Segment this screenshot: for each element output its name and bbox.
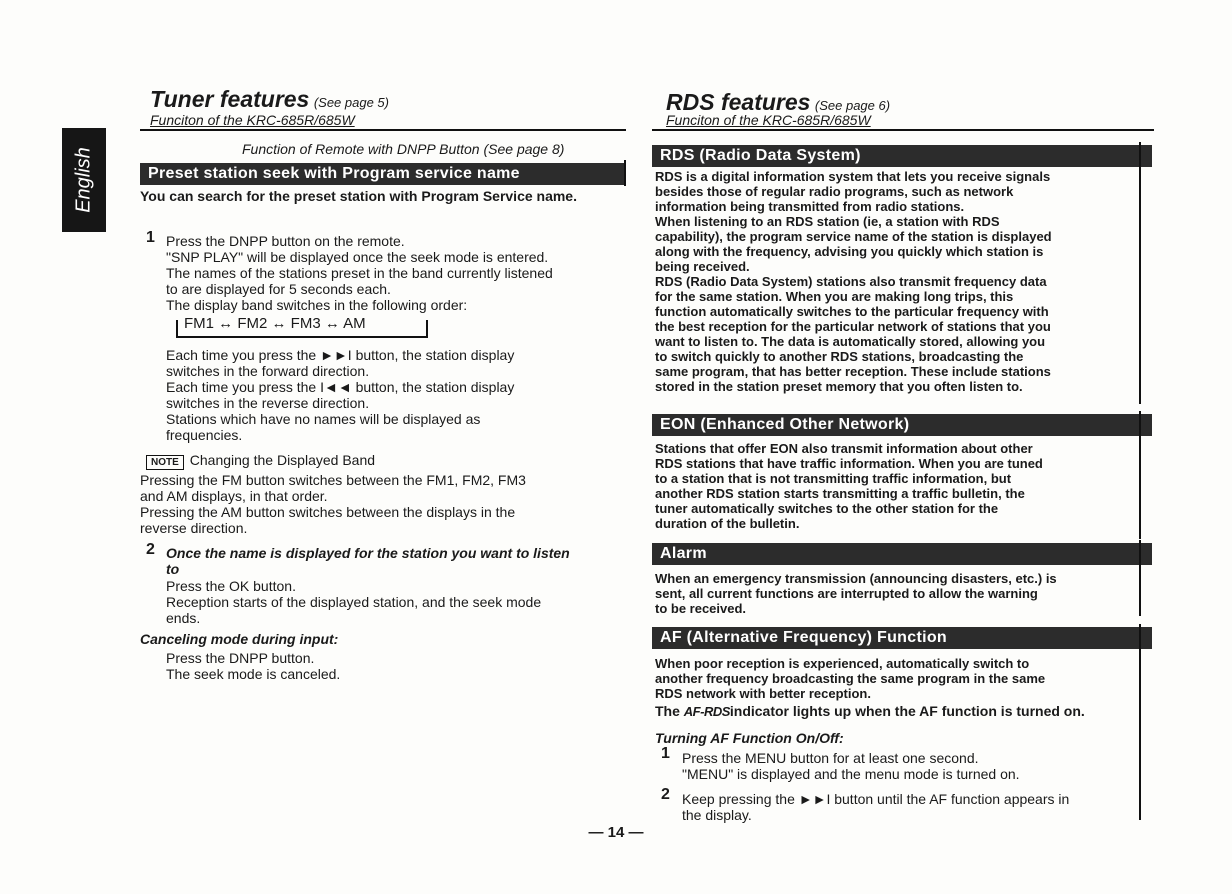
tuner-title-ref: (See page 5)	[313, 95, 389, 110]
right-header-rule	[652, 129, 1154, 131]
preset-seek-intro: You can search for the preset station with Program Service name.	[140, 188, 577, 204]
eon-margin-rule	[1139, 411, 1141, 539]
remote-caption: Function of Remote with DNPP Button (See page 8)	[242, 141, 565, 157]
af-rds-indicator-icon: AF-RDS	[683, 704, 730, 719]
left-section-title	[150, 86, 389, 113]
af-step-2-number: 2	[661, 786, 670, 803]
band-order-text: FM1 ↔ FM2 ↔ FM3 ↔ AM	[184, 315, 366, 332]
band-order-diagram	[176, 315, 430, 341]
tuner-title: Tuner features	[150, 86, 310, 112]
af-margin-rule	[1139, 624, 1141, 820]
eon-header: EON (Enhanced Other Network)	[652, 414, 1152, 436]
af-step-1-text: Press the MENU button for at least one second. "MENU" is displayed and the menu mode is turned on.	[682, 750, 1020, 782]
preset-seek-header: Preset station seek with Program service name	[140, 163, 626, 185]
af-step-1-number: 1	[661, 745, 670, 762]
alarm-margin-rule	[1139, 540, 1141, 616]
left-margin-rule	[624, 160, 626, 186]
rds-title-ref: (See page 6)	[814, 98, 891, 113]
alarm-header: Alarm	[652, 543, 1152, 565]
note-heading-row	[146, 452, 375, 470]
page-number: — 14 —	[588, 824, 644, 841]
rds-title: RDS features	[666, 89, 811, 115]
rds-header: RDS (Radio Data System)	[652, 145, 1152, 167]
af-step-2-text: Keep pressing the ►►I button until the AF function appears in the display.	[682, 791, 1070, 823]
rds-subtitle: Funciton of the KRC-685R/685W	[666, 112, 871, 128]
note-text: Pressing the FM button switches between the FM1, FM2, FM3 and AM displays, in that order. Pressing the AM button switches between the displays in the reverse direction.	[140, 472, 526, 536]
rds-text: RDS is a digital information system that lets you receive signals besides those of regular radio programs, such as network information being transmitted from radio stations. When listening to an RDS station (ie, a station with RDS capability), the program service name of the station is displayed along with the frequency, advising you quickly which station is being received. RDS (Radio Data System) stations also transmit frequency data for the same station. When you are making long trips, this function automatically switches to the particular frequency with the best reception for the particular network of stations that you want to listen to. The data is automatically stored, allowing you to switch quickly to another RDS stations, broadcasting the same program, that has better reception. These include stations stored in the station preset memory that you often listen to.	[655, 169, 1052, 394]
af-header: AF (Alternative Frequency) Function	[652, 627, 1152, 649]
rds-margin-rule	[1139, 142, 1141, 404]
af-text: When poor reception is experienced, automatically switch to another frequency broadcasting the same program in the same RDS network with better reception.	[655, 656, 1046, 701]
step-2-text: Press the OK button. Reception starts of the displayed station, and the seek mode ends.	[166, 578, 542, 626]
cancel-text: Press the DNPP button. The seek mode is canceled.	[166, 650, 341, 682]
cancel-heading: Canceling mode during input:	[140, 631, 339, 647]
language-tab-label: English	[72, 147, 95, 213]
left-header-rule	[140, 129, 626, 131]
note-badge: NOTE	[146, 455, 184, 470]
step-1-text: Press the DNPP button on the remote. "SNP PLAY" will be displayed once the seek mode is entered. The names of the stations preset in the band currently listened to are displayed for 5 seconds each. The display band switches in the following order:	[166, 233, 553, 313]
step-2-heading: Once the name is displayed for the station you want to listen to	[166, 545, 570, 577]
note-heading: Changing the Displayed Band	[189, 452, 376, 468]
eon-text: Stations that offer EON also transmit information about other RDS stations that have traffic information. When you are tuned to a station that is not transmitting traffic information, but another RDS station starts transmitting a traffic bulletin, the tuner automatically switches to the other station for the duration of the bulletin.	[655, 441, 1043, 531]
tuner-subtitle: Funciton of the KRC-685R/685W	[150, 112, 355, 128]
alarm-text: When an emergency transmission (announcing disasters, etc.) is sent, all current functions are interrupted to allow the warning to be received.	[655, 571, 1057, 616]
step-2-number: 2	[146, 541, 155, 558]
step-1-details: Each time you press the ►►I button, the station display switches in the forward direction. Each time you press the I◄◄ button, the station display switches in the reverse direction. Stations which have no names will be displayed as frequencies.	[166, 347, 515, 443]
af-turning-heading: Turning AF Function On/Off:	[655, 730, 844, 746]
language-tab	[62, 128, 106, 232]
step-1-number: 1	[146, 229, 155, 246]
af-indicator-line: The AF-RDSindicator lights up when the AF function is turned on.	[655, 703, 1085, 719]
